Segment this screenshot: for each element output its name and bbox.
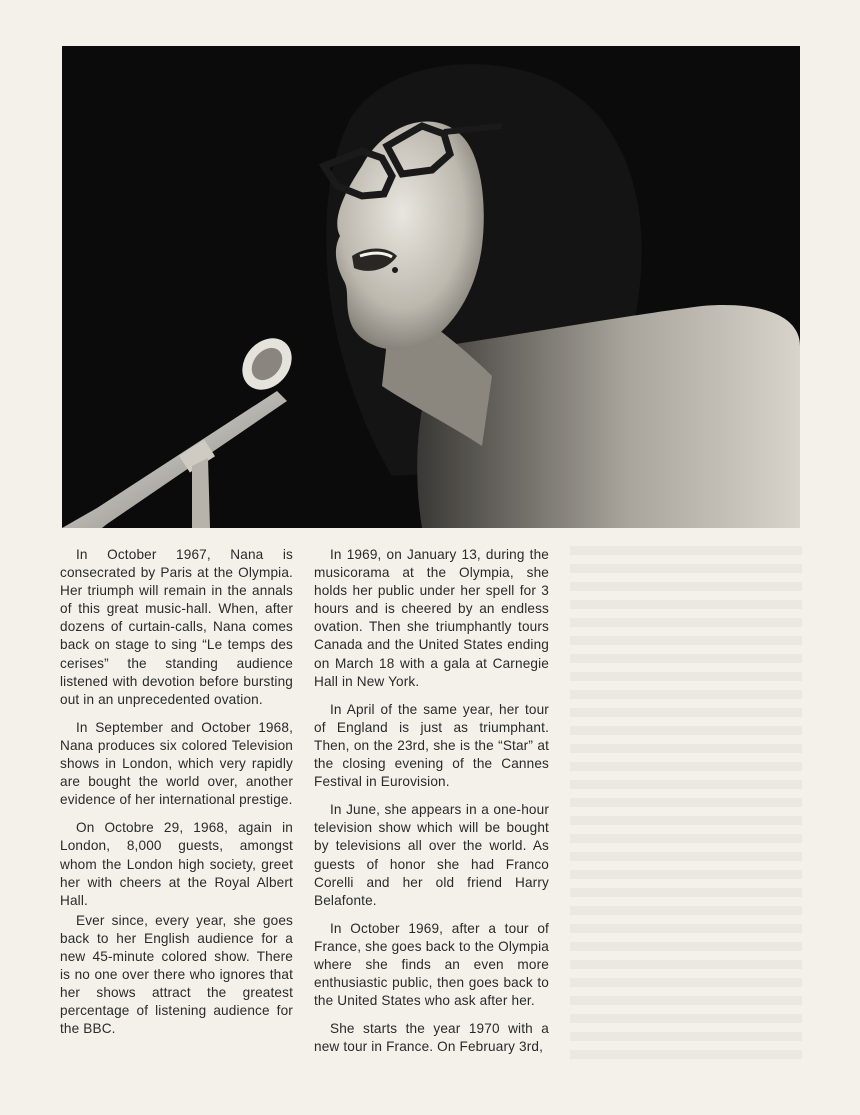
paragraph-olympia-1967: In October 1967, Nana is consecrated by Paris at the Olympia. Her triumph will remain in the annals of this great music-hall. When, after dozens of curtain-calls, Nana comes back on stage to sing “Le temps des cerises” the standing audience listened with devotion before bursting out in an unprecedented ovation.	[60, 547, 293, 707]
bleed-through-text	[570, 546, 802, 1066]
text-column-left	[60, 546, 293, 1048]
singer-with-microphone-photo-icon	[62, 46, 800, 528]
concert-photo	[62, 46, 800, 528]
paragraph-england-tour: In April of the same year, her tour of England is just as triumphant. Then, on the 23rd, she is the “Star” at the closing evening of the Cannes Festival in Eurovision.	[314, 701, 549, 790]
paragraph-london-tv-1968: In September and October 1968, Nana produces six colored Television shows in London, which very rapidly are bought the world over, another evidence of her international prestige.	[60, 719, 293, 808]
paragraph-june-tv-show: In June, she appears in a one-hour television show which will be bought by televisions all over the world. As guests of honor she had Franco Corelli and her old friend Harry Belafonte.	[314, 802, 549, 908]
paragraph-october-1969: In October 1969, after a tour of France, she goes back to the Olympia where she finds an even more enthusiastic public, then goes back to the United States who ask after her.	[314, 920, 549, 1009]
paragraph-bbc-shows: Ever since, every year, she goes back to her English audience for a new 45-minute colored show. There is no one over there who ignores that her shows attract the greatest percentage of listening audience for the BBC.	[60, 912, 293, 1037]
paragraph-royal-albert-hall: On Octobre 29, 1968, again in London, 8,000 guests, amongst whom the London high society, greet her with cheers at the Royal Albert Hall.	[60, 820, 293, 908]
text-column-right	[314, 546, 549, 1066]
paragraph-musicorama-1969: In 1969, on January 13, during the musicorama at the Olympia, she holds her public under her spell for 3 hours and is cheered by an endless ovation. Then she triumphantly tours Canada and the United States ending on March 18 with a gala at Carnegie Hall in New York.	[314, 547, 549, 689]
paragraph-1970-tour: She starts the year 1970 with a new tour in France. On February 3rd,	[314, 1021, 549, 1055]
